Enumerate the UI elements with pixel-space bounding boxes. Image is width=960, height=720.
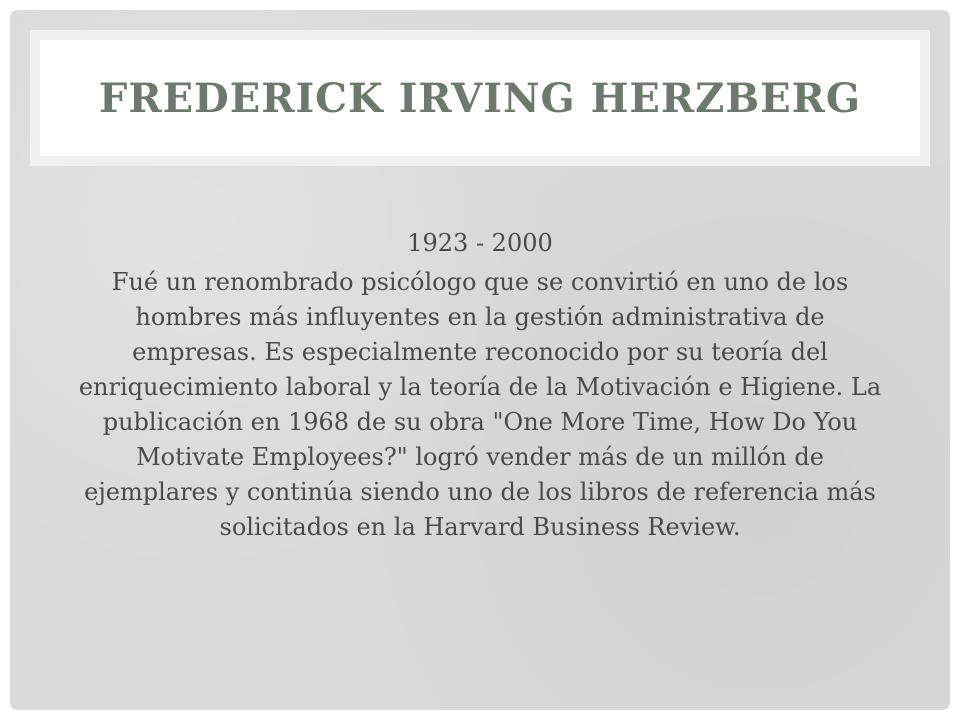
slide-body (70, 228, 890, 545)
title-box (40, 40, 920, 156)
slide-background (10, 10, 950, 710)
slide-title: FREDERICK IRVING HERZBERG (98, 74, 862, 122)
biography-paragraph: Fué un renombrado psicólogo que se convirtió en uno de los hombres más influyentes en la gestión administrativa de empresas. Es especialmente reconocido por su teoría del enriquecimiento laboral y la teoría de la Motivación e Higiene. La publicación en 1968 de su obra "One More Time, How Do You Motivate Employees?" logró vender más de un millón de ejemplares y continúa siendo uno de los libros de referencia más solicitados en la Harvard Business Review. (78, 268, 882, 541)
title-frame (30, 30, 930, 166)
life-years: 1923 - 2000 (407, 229, 553, 257)
